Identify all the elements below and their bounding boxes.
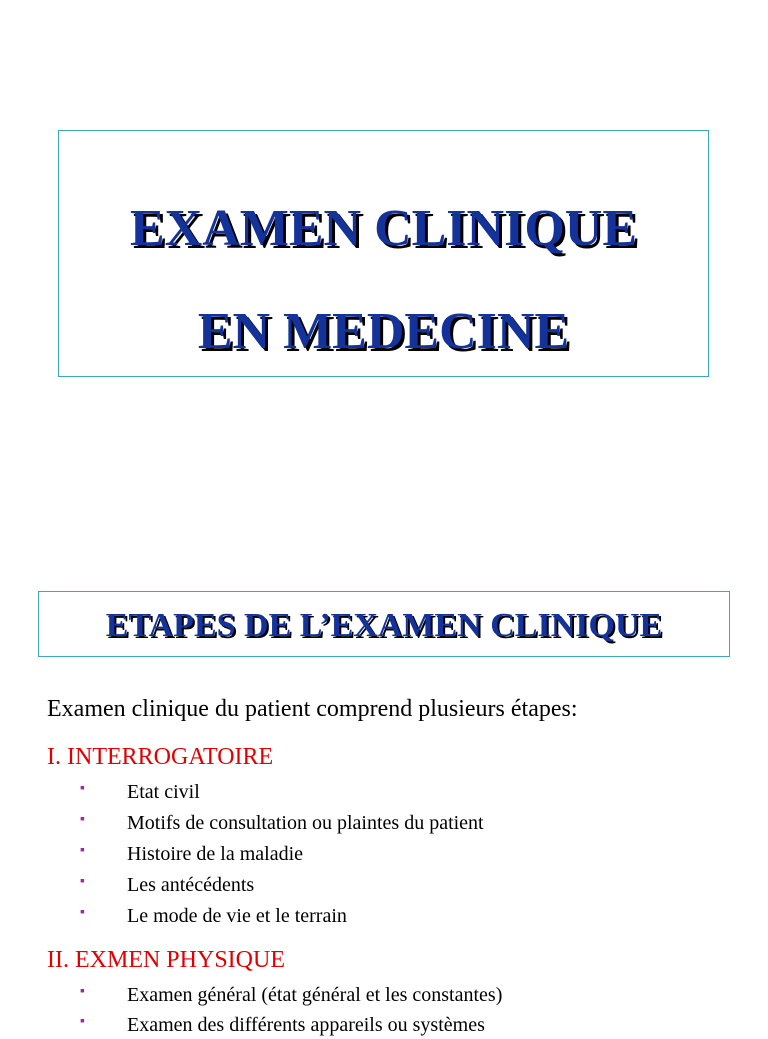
heading-box bbox=[38, 591, 730, 657]
bullet-icon: ▪ bbox=[80, 984, 85, 999]
bullet-icon: ▪ bbox=[80, 874, 85, 889]
bullet-icon: ▪ bbox=[80, 843, 85, 858]
bullet-icon: ▪ bbox=[80, 905, 85, 920]
section-title-interrogatoire: I. INTERROGATOIRE bbox=[47, 744, 274, 770]
list-item-text: Motifs de consultation ou plaintes du patient bbox=[127, 812, 484, 834]
title-line-1: EXAMEN CLINIQUE bbox=[129, 200, 638, 257]
section-title-examen-physique: II. EXMEN PHYSIQUE bbox=[47, 947, 285, 973]
title-box bbox=[58, 130, 709, 377]
intro-text: Examen clinique du patient comprend plusieurs étapes: bbox=[47, 696, 578, 722]
list-item-text: Histoire de la maladie bbox=[127, 843, 304, 865]
title-line-2: EN MEDECINE bbox=[197, 303, 570, 360]
list-item-text: Etat civil bbox=[127, 781, 200, 803]
bullet-icon: ▪ bbox=[80, 1014, 85, 1029]
list-item-text: Examen des différents appareils ou systèmes bbox=[127, 1014, 485, 1036]
list-item-text: Le mode de vie et le terrain bbox=[127, 905, 347, 927]
list-item-text: Examen général (état général et les constantes) bbox=[127, 984, 503, 1006]
bullet-icon: ▪ bbox=[80, 812, 85, 827]
list-item-text: Les antécédents bbox=[127, 874, 255, 896]
section-heading: ETAPES DE L’EXAMEN CLINIQUE bbox=[105, 607, 663, 644]
bullet-icon: ▪ bbox=[80, 781, 85, 796]
